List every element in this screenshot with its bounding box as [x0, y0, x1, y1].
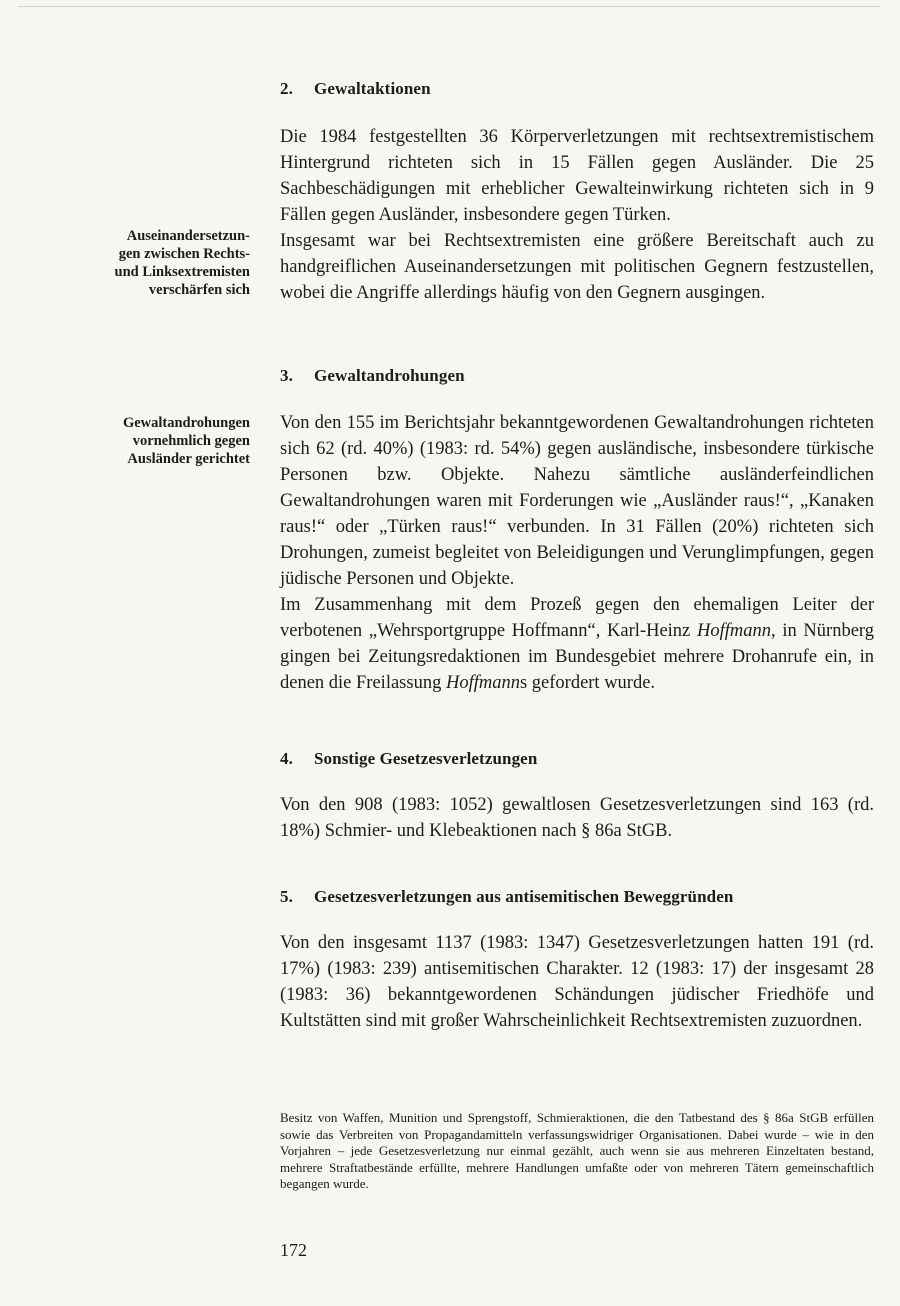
- section-number: 2.: [280, 79, 293, 98]
- margin-note-line: und Linksextremisten: [114, 264, 250, 280]
- section-title: Sonstige Gesetzesverletzungen: [314, 749, 538, 768]
- text-run: , in Nürnberg gingen bei Zeitungsredaktionen im Bundesgebiet mehrere Drohanrufe ein, in denen die Freilassung: [280, 621, 874, 693]
- section-4-heading: [280, 749, 880, 769]
- margin-note-line: Gewaltandrohungen: [122, 415, 250, 431]
- section-number: 3.: [280, 366, 293, 385]
- margin-note-line: Ausländer gerichtet: [127, 451, 250, 467]
- section-4-body: [280, 792, 874, 844]
- paragraph: Die 1984 festgestellten 36 Körperverletzungen mit rechtsextremistischem Hintergrund richteten sich in 15 Fällen gegen Ausländer. Die 25 Sachbeschädigungen mit erheblicher Gewalteinwirkung richteten sich in 9 Fällen gegen Ausländer, insbesondere gegen Türken.: [280, 127, 874, 225]
- page-number: 172: [280, 1240, 307, 1260]
- text-run: s: [519, 673, 528, 693]
- paragraph: Von den 155 im Berichtsjahr bekanntgewordenen Gewaltandrohungen richteten sich 62 (rd. 40%) (1983: rd. 54%) gegen ausländische, insbesondere türkische Personen bzw. Objekte. Nahezu sämtliche ausländerfeindlichen Gewaltandrohungen waren mit Forderungen wie „Ausländer raus!“, „Kanaken raus!“ oder „Türken raus!“ verbunden. In 31 Fällen (20%) richteten sich Drohungen, zumeist begleitet von Beleidigungen und Verunglimpfungen, gegen jüdische Personen und Objekte.: [280, 413, 874, 589]
- section-5-heading: [280, 887, 880, 907]
- top-edge-rule: [18, 6, 880, 7]
- margin-note-line: Auseinandersetzun-: [126, 228, 250, 244]
- section-3-heading: [280, 366, 880, 386]
- section-3-body: [280, 410, 874, 696]
- margin-note-line: vornehmlich gegen: [132, 433, 250, 449]
- paragraph: Insgesamt war bei Rechtsextremisten eine größere Bereitschaft auch zu handgreiflichen Auseinandersetzungen mit politischen Gegnern festzustellen, wobei die Angriffe allerdings häufig von den Gegnern ausgingen.: [280, 231, 874, 303]
- section-2-heading: [280, 79, 880, 99]
- margin-note-section-3: [60, 414, 250, 468]
- text-run: gefordert wurde.: [527, 673, 656, 693]
- paragraph: Von den insgesamt 1137 (1983: 1347) Gesetzesverletzungen hatten 191 (rd. 17%) (1983: 239) antisemitischen Charakter. 12 (1983: 17) der insgesamt 28 (1983: 36) bekanntgewordenen Schändungen jüdischer Friedhöfe und Kultstätten sind mit großer Wahrscheinlichkeit Rechtsextremisten zuzuordnen.: [280, 933, 874, 1031]
- section-title: Gesetzesverletzungen aus antisemitischen Beweggründen: [314, 887, 734, 906]
- section-title: Gewaltaktionen: [314, 79, 431, 98]
- person-name: Hoffmann: [696, 621, 771, 641]
- margin-note-section-2: [60, 227, 250, 299]
- paragraph: [280, 592, 874, 696]
- section-title: Gewaltandrohungen: [314, 366, 465, 385]
- person-name: Hoffmann: [445, 673, 520, 693]
- section-number: 4.: [280, 749, 293, 768]
- margin-note-line: gen zwischen Rechts-: [118, 246, 250, 262]
- margin-note-line: verschärfen sich: [148, 282, 250, 298]
- section-2-body: [280, 124, 874, 306]
- paragraph: Von den 908 (1983: 1052) gewaltlosen Gesetzesverletzungen sind 163 (rd. 18%) Schmier- und Klebeaktionen nach § 86a StGB.: [280, 795, 874, 841]
- section-number: 5.: [280, 887, 293, 906]
- section-5-body: [280, 930, 874, 1034]
- footnote: Besitz von Waffen, Munition und Sprengstoff, Schmieraktionen, die den Tatbestand des § 86a StGB erfüllen sowie das Verbreiten von Propagandamitteln verfassungswidriger Organisationen. Dabei wurde – wie in den Vorjahren – jede Gesetzesverletzung nur einmal gezählt, auch wenn sie aus mehreren Einzeltaten bestand, mehrere Straftatbestände erfüllte, mehrere Handlungen umfaßte oder von mehreren Tätern gemeinschaftlich begangen wurde.: [280, 1110, 874, 1191]
- text-run: Im Zusammenhang mit dem Prozeß gegen den ehemaligen Leiter der verbotenen „Wehrsportgruppe Hoffmann“, Karl-Heinz: [280, 595, 874, 641]
